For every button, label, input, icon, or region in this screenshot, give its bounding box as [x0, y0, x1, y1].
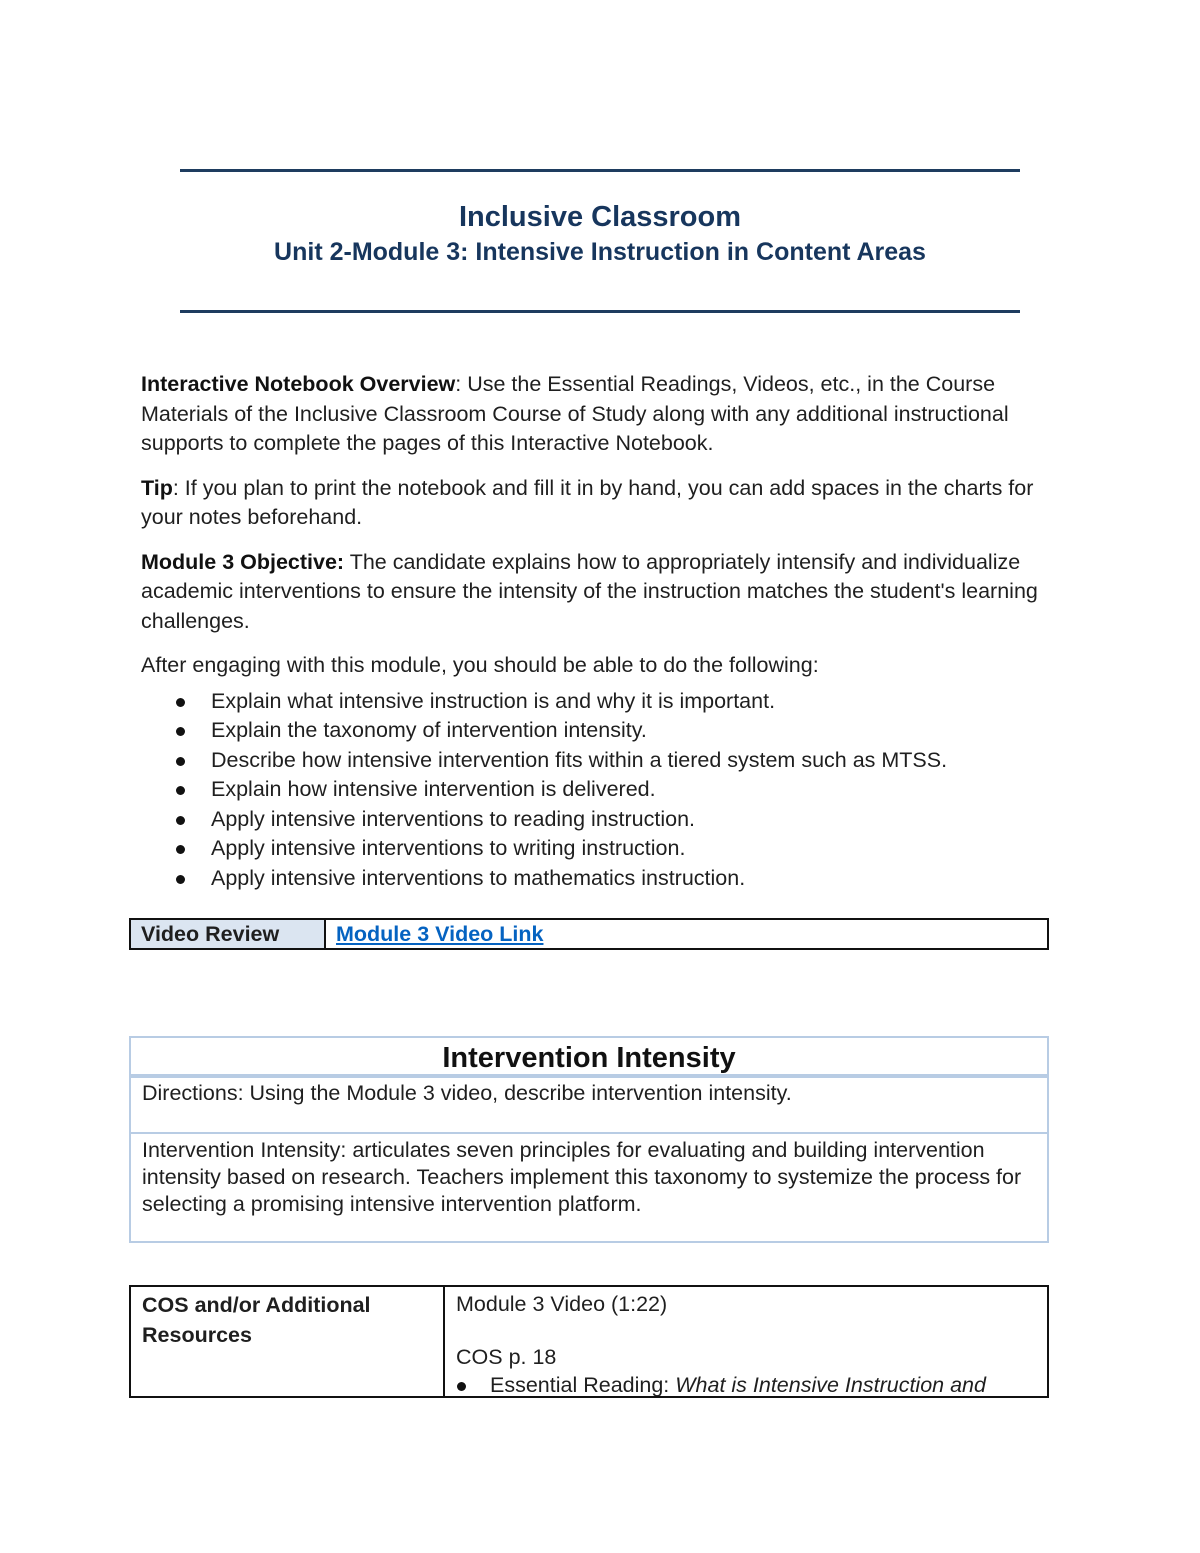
- module-video-link[interactable]: Module 3 Video Link: [336, 922, 544, 946]
- resources-table: [129, 1285, 1049, 1398]
- list-item: Explain how intensive intervention is delivered.: [141, 775, 1061, 805]
- video-review-table: [129, 918, 1049, 950]
- overview-section: [141, 370, 1061, 893]
- tip-text: : If you plan to print the notebook and fill it in by hand, you can add spaces in the charts for your notes beforehand.: [141, 475, 1034, 529]
- resource-reading: [456, 1371, 1047, 1398]
- list-item: Explain what intensive instruction is and why it is important.: [141, 687, 1061, 717]
- overview-paragraph: [141, 370, 1061, 459]
- list-item: Apply intensive interventions to mathematics instruction.: [141, 864, 1061, 894]
- resource-reading-title: What is Intensive Instruction and: [675, 1373, 986, 1397]
- list-item: Apply intensive interventions to writing instruction.: [141, 834, 1061, 864]
- resources-label: COS and/or Additional Resources: [131, 1287, 445, 1396]
- header-top-rule: [180, 169, 1020, 172]
- overview-text: : Use the Essential Readings, Videos, etc., in the Course Materials of the Inclusive Classroom Course of Study along with any additional instructional supports to complete the pages of this Interactive Notebook.: [141, 372, 1009, 455]
- intervention-intensity-box: [129, 1036, 1049, 1243]
- outcomes-intro: After engaging with this module, you should be able to do the following:: [141, 653, 819, 677]
- objective-text: The candidate explains how to appropriately intensify and individualize academic interventions to ensure the intensity of the instruction matches the student's learning challenges.: [141, 549, 1038, 633]
- list-item: Describe how intensive intervention fits within a tiered system such as MTSS.: [141, 746, 1061, 776]
- resource-video: Module 3 Video (1:22): [456, 1292, 668, 1316]
- resource-cos-page: COS p. 18: [456, 1345, 557, 1369]
- overview-label: Interactive Notebook Overview: [141, 372, 456, 396]
- tip-label: Tip: [141, 475, 173, 500]
- objective-label: Module 3 Objective:: [141, 549, 345, 574]
- intervention-intensity-title: Intervention Intensity: [131, 1038, 1047, 1078]
- intervention-intensity-answer[interactable]: Intervention Intensity: articulates seven principles for evaluating and building intervention intensity based on research. Teachers implement this taxonomy to systemize the process for selecting a promising intensive intervention platform.: [142, 1138, 1022, 1216]
- list-item: Explain the taxonomy of intervention intensity.: [141, 716, 1061, 746]
- resource-reading-prefix: Essential Reading:: [490, 1373, 676, 1397]
- document-header: [0, 198, 1200, 268]
- document-subtitle: Unit 2-Module 3: Intensive Instruction in Content Areas: [274, 238, 926, 266]
- header-bottom-rule: [180, 310, 1020, 313]
- video-review-label: Video Review: [131, 920, 326, 948]
- tip-paragraph: [141, 474, 1061, 533]
- resources-content: [445, 1287, 1047, 1396]
- intervention-intensity-directions: Directions: Using the Module 3 video, describe intervention intensity.: [131, 1078, 1047, 1134]
- outcomes-list: [141, 687, 1061, 894]
- document-title: Inclusive Classroom: [458, 201, 742, 233]
- list-item: Apply intensive interventions to reading instruction.: [141, 805, 1061, 835]
- objective-paragraph: [141, 548, 1061, 637]
